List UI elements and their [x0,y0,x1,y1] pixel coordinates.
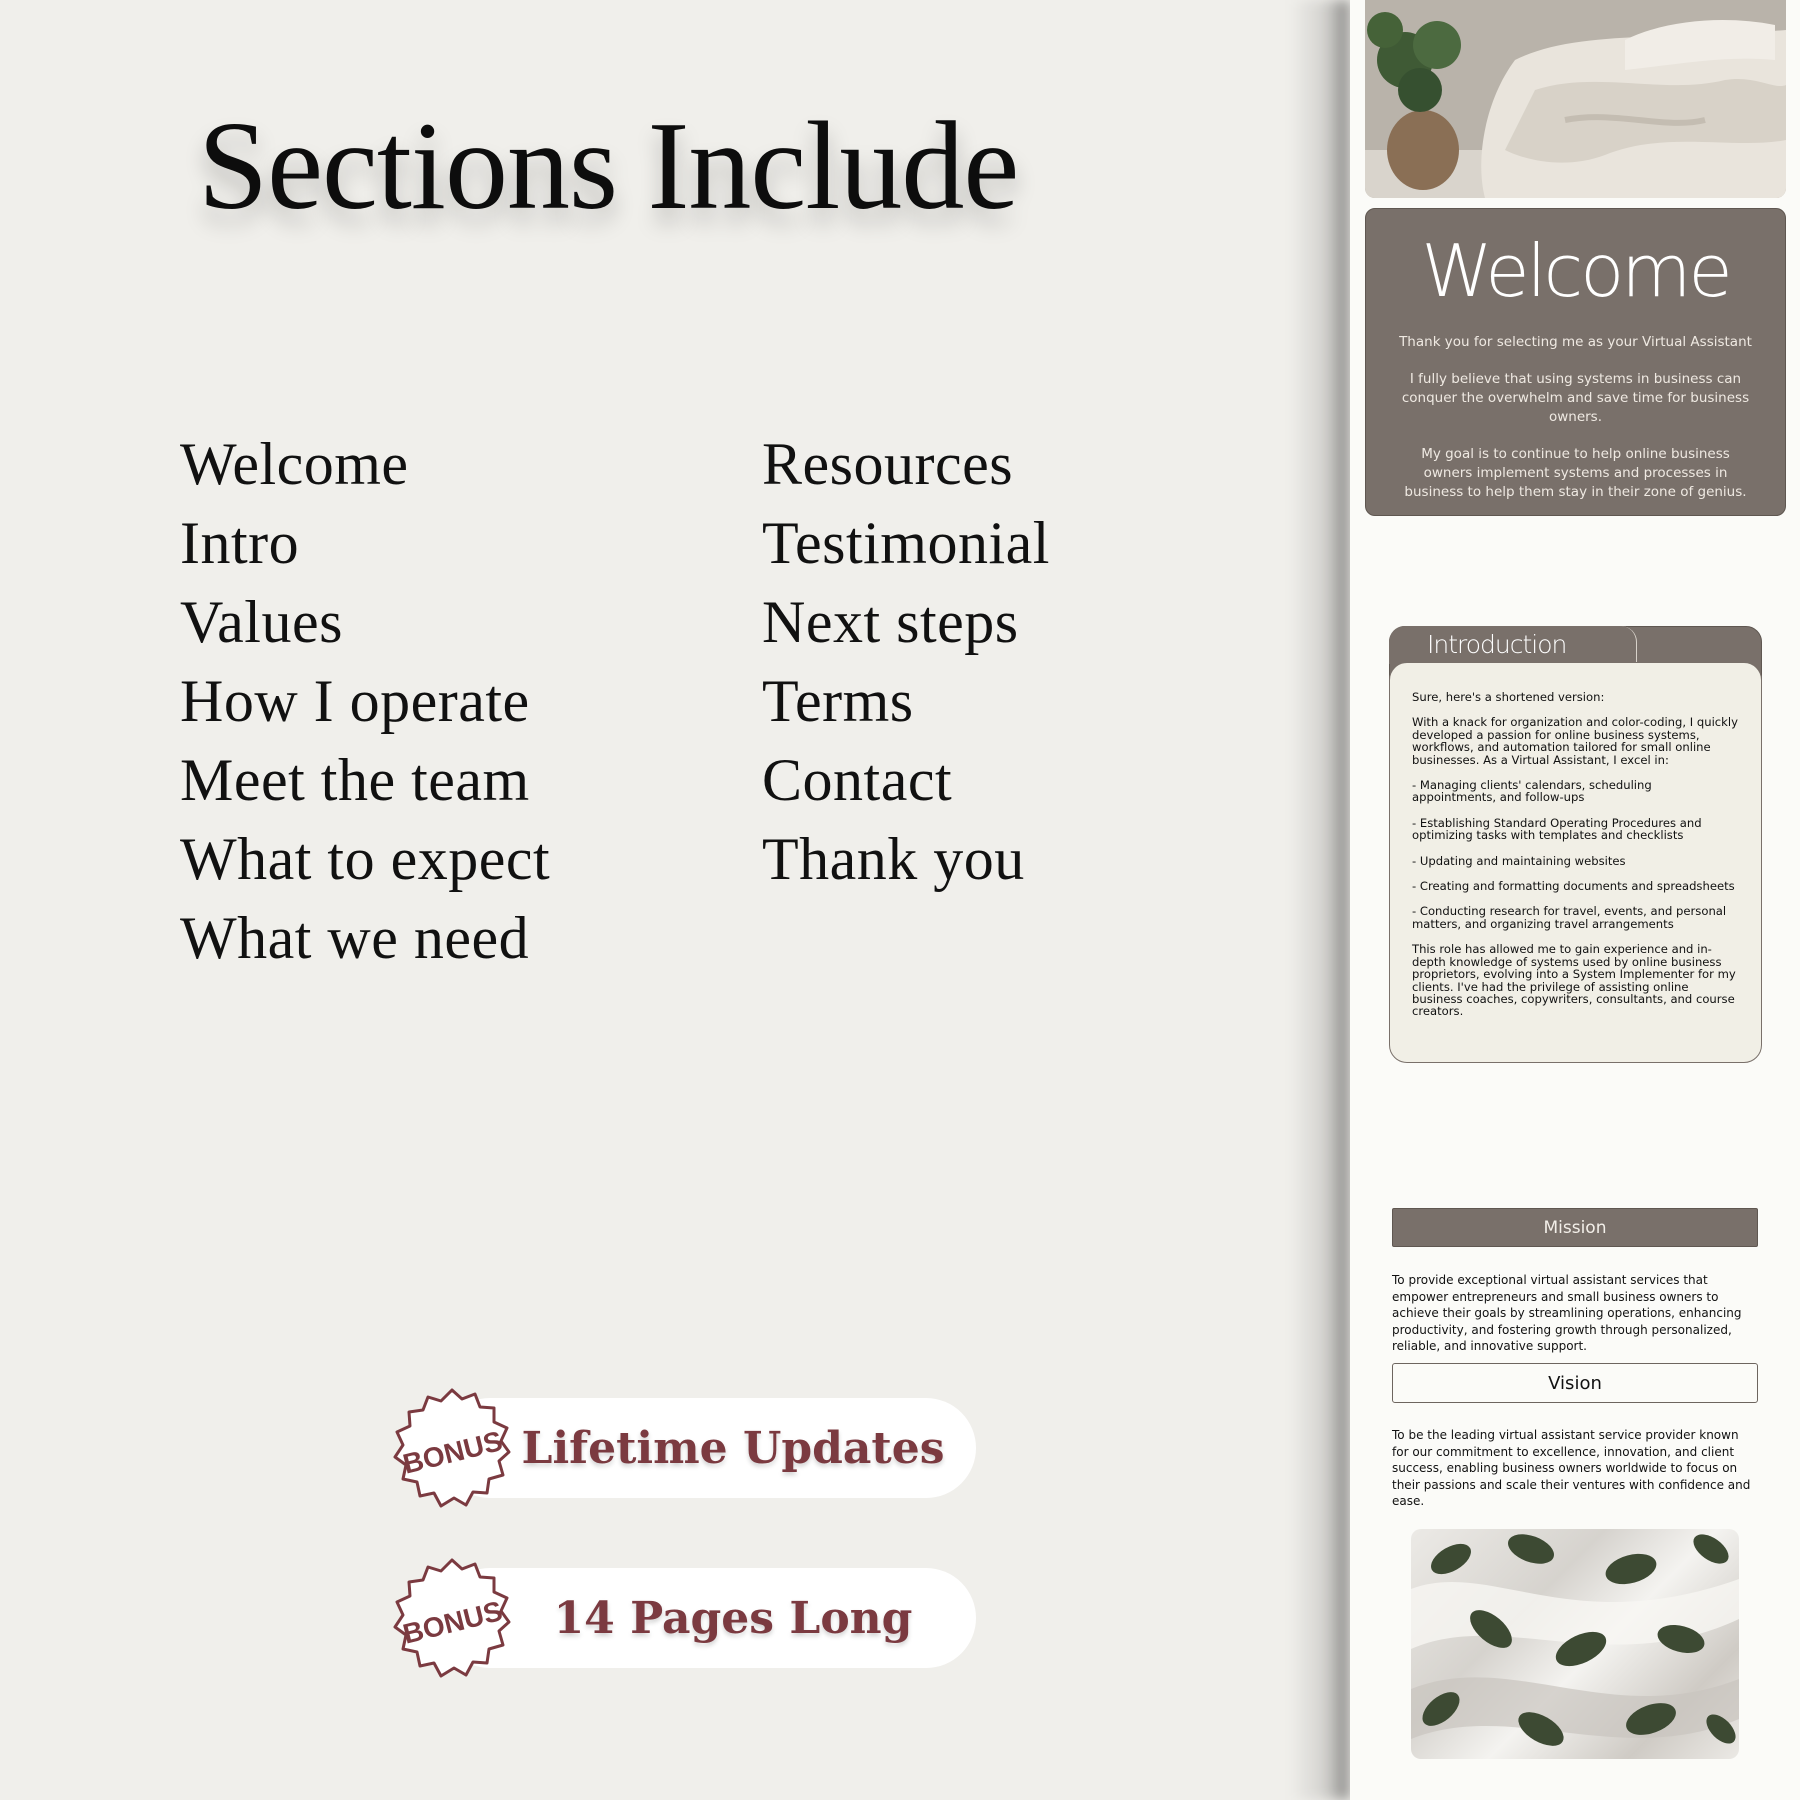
page-edge-shadow [1290,0,1350,1800]
intro-list-item: - Creating and formatting documents and spreadsheets [1412,879,1735,894]
bonus-badge-text: BONUS [399,1425,506,1480]
section-item-testimonial: Testimonial [762,510,1050,576]
sections-list-right [762,425,1050,899]
leaves-photo [1411,1529,1739,1759]
vision-header: Vision [1392,1363,1758,1403]
sections-list-left [180,425,550,978]
intro-tab [1389,626,1637,664]
intro-list-item: - Conducting research for travel, events, and personal matters, and organizing travel arrangements [1412,904,1727,931]
section-item-welcome: Welcome [180,431,409,497]
page-title: Sections Include [198,97,1019,236]
intro-list-item: - Managing clients' calendars, scheduling appointments, and follow-ups [1412,778,1652,805]
bonus-label: 14 Pages Long [553,1592,913,1644]
welcome-paragraph: My goal is to continue to help online business owners implement systems and processes in business to help them stay in their zone of genius. [1404,446,1747,500]
bonus-14-pages-long [390,1568,976,1668]
welcome-paragraph: Thank you for selecting me as your Virtual Assistant [1399,334,1752,350]
welcome-paragraph: I fully believe that using systems in business can conquer the overwhelm and save time for business owners. [1401,371,1750,425]
intro-list-item: - Updating and maintaining websites [1412,853,1626,868]
intro-tab-label: Introduction [1427,630,1567,659]
section-item-what-to-expect: What to expect [180,826,551,892]
template-preview-panel [1350,0,1800,1800]
intro-paragraph: This role has allowed me to gain experience and in-depth knowledge of systems used by online business proprietors, evolving into a System Implementer for my clients. I've had the privilege of assisting online business coaches, copywriters, consultants, and course creators. [1412,942,1736,1019]
bonus-badge-text: BONUS [399,1595,506,1650]
mission-header: Mission [1392,1208,1758,1247]
welcome-title: Welcome [1421,229,1730,313]
bedroom-illustration [1365,0,1786,198]
intro-body [1389,662,1762,1063]
vision-text: To be the leading virtual assistant service provider known for our commitment to excellence, innovation, and client success, enabling business owners worldwide to focus on their passions and scale their ventures with confidence and ease. [1392,1428,1751,1509]
introduction-page-preview [1389,626,1762,1063]
section-item-next-steps: Next steps [762,589,1019,655]
intro-list-item: - Establishing Standard Operating Procedures and optimizing tasks with templates and checklists [1412,815,1702,843]
section-item-resources: Resources [762,431,1014,497]
bonus-lifetime-updates [390,1398,976,1498]
section-item-meet-the-team: Meet the team [180,747,530,813]
intro-paragraph: Sure, here's a shortened version: [1412,690,1605,704]
section-item-how-i-operate: How I operate [180,668,530,734]
section-item-values: Values [180,589,343,655]
intro-paragraph: With a knack for organization and color-coding, I quickly developed a passion for online business systems, workflows, and automation tailored for small online businesses. As a Virtual Assistant, I excel in: [1412,715,1738,767]
welcome-body [1366,311,1785,502]
section-item-terms: Terms [762,668,914,734]
leaves-illustration [1411,1529,1739,1759]
bedroom-photo [1365,0,1786,198]
section-item-contact: Contact [762,747,953,813]
welcome-page-preview [1365,208,1786,516]
section-item-thank-you: Thank you [762,826,1025,892]
section-item-what-we-need: What we need [180,905,530,971]
bonus-label: Lifetime Updates [521,1422,945,1474]
mission-text: To provide exceptional virtual assistant services that empower entrepreneurs and small business owners to achieve their goals by streamlining operations, enhancing productivity, and fostering growth through personalized, reliable, and innovative support. [1392,1273,1742,1354]
section-item-intro: Intro [180,510,300,576]
